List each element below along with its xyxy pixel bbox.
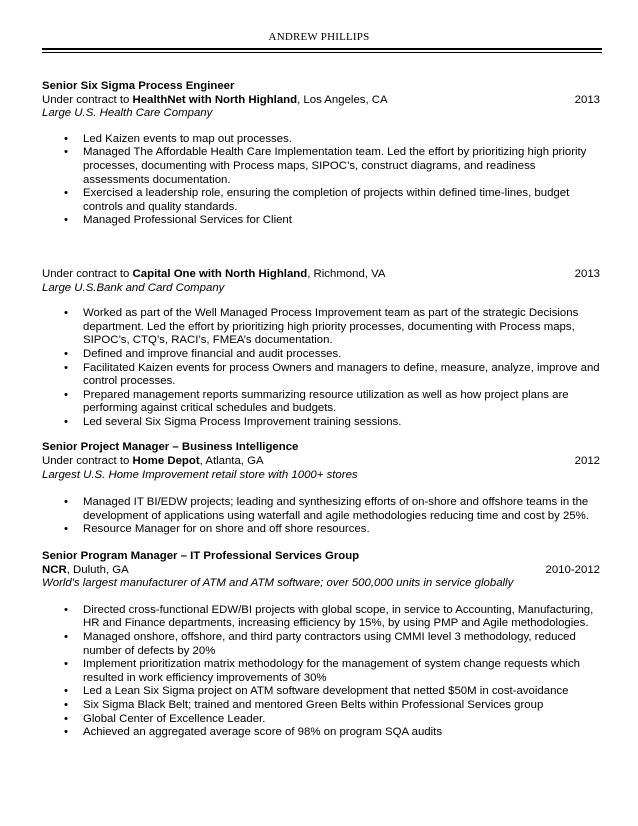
list-item bbox=[42, 362, 602, 389]
job-location: , Richmond, VA bbox=[307, 267, 386, 280]
bullet-icon: • bbox=[64, 146, 68, 159]
list-item bbox=[42, 523, 602, 537]
list-item bbox=[42, 348, 602, 362]
job-bullets bbox=[42, 604, 602, 740]
list-item bbox=[42, 496, 602, 523]
job-bullets bbox=[42, 133, 602, 228]
bullet-text: Managed The Affordable Health Care Implementation team. Led the effort by prioritizing high priority processes, documenting with Process maps, SIPOC’s, construct diagrams, and readiness assessments documentation. bbox=[83, 146, 587, 186]
header-rule-thick bbox=[42, 48, 602, 50]
client-name: HealthNet with North Highland bbox=[132, 93, 298, 106]
list-item bbox=[42, 146, 602, 187]
bullet-text: Defined and improve financial and audit processes. bbox=[83, 347, 342, 360]
employer-line bbox=[42, 455, 602, 469]
bullet-text: Led Kaizen events to map out processes. bbox=[83, 132, 292, 145]
bullet-text: Managed onshore, offshore, and third party contractors using CMMI level 3 methodology, reduced number of defects by 20% bbox=[83, 631, 576, 657]
job-location: , Los Angeles, CA bbox=[297, 93, 388, 106]
bullet-icon: • bbox=[64, 347, 68, 360]
contract-prefix: Under contract to bbox=[42, 267, 133, 280]
bullet-icon: • bbox=[64, 214, 68, 227]
job-entry bbox=[42, 268, 602, 430]
bullet-text: Implement prioritization matrix methodology for the management of system change requests which resulted in work efficiency improvements of 30% bbox=[83, 658, 580, 684]
bullet-icon: • bbox=[64, 361, 68, 374]
contract-prefix: Under contract to bbox=[42, 93, 133, 106]
bullet-icon: • bbox=[64, 132, 68, 145]
job-title: Senior Project Manager – Business Intelligence bbox=[42, 441, 299, 454]
bullet-text: Worked as part of the Well Managed Process Improvement team as part of the strategic Decisions department. Led the effort by prioritizing high priority processes, documenting with Process maps, SIPOC’s, CTQ’s, RACI’s, FMEA’s documentation. bbox=[83, 307, 579, 347]
bullet-icon: • bbox=[64, 658, 68, 671]
company-description: World's largest manufacturer of ATM and ATM software; over 500,000 units in service globally bbox=[42, 577, 514, 590]
employer-line bbox=[42, 564, 602, 578]
list-item bbox=[42, 699, 602, 713]
bullet-text: Led several Six Sigma Process Improvement training sessions. bbox=[83, 415, 402, 428]
job-bullets bbox=[42, 496, 602, 537]
header-rule-thin bbox=[42, 52, 602, 53]
job-entry bbox=[42, 80, 602, 228]
client-name: NCR bbox=[42, 563, 67, 576]
job-location: , Duluth, GA bbox=[66, 563, 129, 576]
bullet-text: Exercised a leadership role, ensuring the completion of projects within defined time-lines, budget controls and quality standards. bbox=[83, 187, 570, 213]
experience-section bbox=[42, 80, 602, 740]
job-year: 2010-2012 bbox=[545, 563, 600, 576]
bullet-icon: • bbox=[64, 307, 68, 320]
bullet-icon: • bbox=[64, 187, 68, 200]
bullet-text: Achieved an aggregated average score of 98% on program SQA audits bbox=[83, 726, 443, 739]
bullet-icon: • bbox=[64, 415, 68, 428]
bullet-icon: • bbox=[64, 685, 68, 698]
bullet-icon: • bbox=[64, 726, 68, 739]
company-description: Large U.S.Bank and Card Company bbox=[42, 281, 225, 294]
bullet-icon: • bbox=[64, 523, 68, 536]
bullet-text: Managed IT BI/EDW projects; leading and synthesizing efforts of on-shore and offshore teams in the development of applications using waterfall and agile methodologies reducing time and cost by 25%. bbox=[83, 496, 589, 522]
client-name: Capital One with North Highland bbox=[132, 267, 308, 280]
company-description: Largest U.S. Home Improvement retail store with 1000+ stores bbox=[42, 468, 358, 481]
job-title: Senior Program Manager – IT Professional Services Group bbox=[42, 550, 360, 563]
bullet-text: Resource Manager for on shore and off shore resources. bbox=[83, 523, 370, 536]
job-location: , Atlanta, GA bbox=[199, 455, 264, 468]
bullet-text: Prepared management reports summarizing resource utilization as well as how project plans are performing against critical schedules and budgets. bbox=[83, 388, 569, 415]
candidate-name: ANDREW PHILLIPS bbox=[268, 31, 370, 43]
list-item bbox=[42, 133, 602, 147]
bullet-text: Six Sigma Black Belt; trained and mentored Green Belts within Professional Services group bbox=[83, 698, 544, 711]
list-item bbox=[42, 416, 602, 430]
list-item bbox=[42, 726, 602, 740]
client-name: Home Depot bbox=[132, 455, 200, 468]
bullet-text: Led a Lean Six Sigma project on ATM software development that netted $50M in cost-avoidance bbox=[83, 685, 569, 698]
list-item bbox=[42, 713, 602, 727]
company-description: Large U.S. Health Care Company bbox=[42, 107, 213, 120]
bullet-icon: • bbox=[64, 388, 68, 401]
list-item bbox=[42, 685, 602, 699]
bullet-text: Facilitated Kaizen events for process Owners and managers to define, measure, analyze, improve and control processes. bbox=[83, 361, 600, 388]
list-item bbox=[42, 307, 602, 348]
job-entry bbox=[42, 441, 602, 537]
employer-line bbox=[42, 94, 602, 108]
job-title: Senior Six Sigma Process Engineer bbox=[42, 80, 235, 92]
bullet-text: Directed cross-functional EDW/BI projects with global scope, in service to Accounting, Manufacturing, HR and Finance departments, increasing efficiency by 15%, by using PMP and Agile methodologies. bbox=[83, 603, 594, 630]
list-item bbox=[42, 604, 602, 631]
bullet-icon: • bbox=[64, 712, 68, 725]
bullet-icon: • bbox=[64, 603, 68, 616]
job-year: 2013 bbox=[574, 93, 600, 106]
list-item bbox=[42, 389, 602, 416]
list-item bbox=[42, 214, 602, 228]
job-year: 2013 bbox=[574, 267, 600, 280]
contract-prefix: Under contract to bbox=[42, 455, 133, 468]
list-item bbox=[42, 658, 602, 685]
bullet-icon: • bbox=[64, 496, 68, 509]
bullet-icon: • bbox=[64, 631, 68, 643]
bullet-text: Global Center of Excellence Leader. bbox=[83, 712, 266, 725]
list-item bbox=[42, 631, 602, 658]
bullet-icon: • bbox=[64, 698, 68, 711]
bullet-text: Managed Professional Services for Client bbox=[83, 214, 292, 227]
job-bullets bbox=[42, 307, 602, 429]
job-year: 2012 bbox=[574, 455, 600, 468]
list-item bbox=[42, 187, 602, 214]
job-entry bbox=[42, 550, 602, 740]
employer-line bbox=[42, 268, 602, 282]
